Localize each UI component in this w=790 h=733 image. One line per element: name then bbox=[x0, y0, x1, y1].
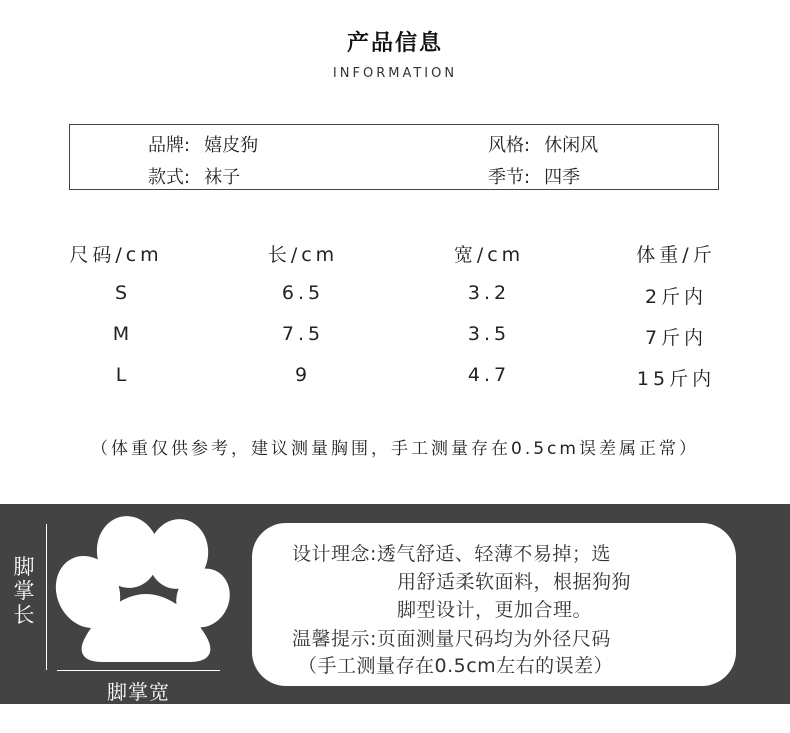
cell-length: 7.5 bbox=[281, 323, 325, 345]
cell-width: 3.5 bbox=[467, 323, 511, 345]
header-weight: 体重/斤 bbox=[636, 244, 716, 266]
card-tip-line-1: 温馨提示:页面测量尺码均为外径尺码 bbox=[292, 628, 611, 650]
info-type-value: 袜子 bbox=[204, 167, 241, 188]
card-design-line-3: 脚型设计，更加合理。 bbox=[397, 599, 593, 621]
info-season-label: 季节: bbox=[488, 167, 531, 188]
cell-weight: 2斤内 bbox=[644, 286, 708, 308]
cell-size: M bbox=[112, 323, 134, 345]
page-title: 产品信息 bbox=[346, 31, 443, 56]
info-style-value: 休闲风 bbox=[544, 135, 599, 156]
length-measure-line bbox=[46, 524, 47, 670]
cell-size: L bbox=[115, 364, 131, 386]
info-brand-label: 品牌: bbox=[148, 135, 191, 156]
cell-weight: 7斤内 bbox=[644, 327, 708, 349]
cell-weight: 15斤内 bbox=[636, 368, 716, 390]
info-brand-value: 嬉皮狗 bbox=[204, 135, 259, 156]
header-width: 宽/cm bbox=[453, 244, 525, 266]
cell-width: 3.2 bbox=[467, 282, 511, 304]
cell-length: 9 bbox=[294, 364, 312, 386]
paw-length-label bbox=[10, 555, 38, 627]
info-style-label: 风格: bbox=[488, 135, 531, 156]
header-length: 长/cm bbox=[267, 244, 339, 266]
info-season-value: 四季 bbox=[544, 167, 581, 188]
header-size: 尺码/cm bbox=[69, 244, 163, 266]
cell-size: S bbox=[114, 282, 132, 304]
page-subtitle: INFORMATION bbox=[332, 66, 458, 81]
paw-length-char: 长 bbox=[13, 603, 35, 627]
paw-length-char: 脚 bbox=[13, 555, 35, 579]
width-measure-line bbox=[57, 670, 220, 671]
card-design-line-1: 设计理念:透气舒适、轻薄不易掉；选 bbox=[292, 543, 611, 565]
info-type-label: 款式: bbox=[148, 167, 191, 188]
card-tip-line-2: （手工测量存在0.5cm左右的误差） bbox=[298, 655, 614, 677]
cell-length: 6.5 bbox=[281, 282, 325, 304]
paw-width-label: 脚掌宽 bbox=[107, 680, 170, 704]
design-info-card bbox=[252, 523, 736, 686]
weight-note: （体重仅供参考，建议测量胸围，手工测量存在0.5cm误差属正常） bbox=[91, 439, 699, 459]
cell-width: 4.7 bbox=[467, 364, 511, 386]
paw-length-char: 掌 bbox=[13, 579, 35, 603]
card-design-line-2: 用舒适柔软面料，根据狗狗 bbox=[397, 571, 632, 593]
